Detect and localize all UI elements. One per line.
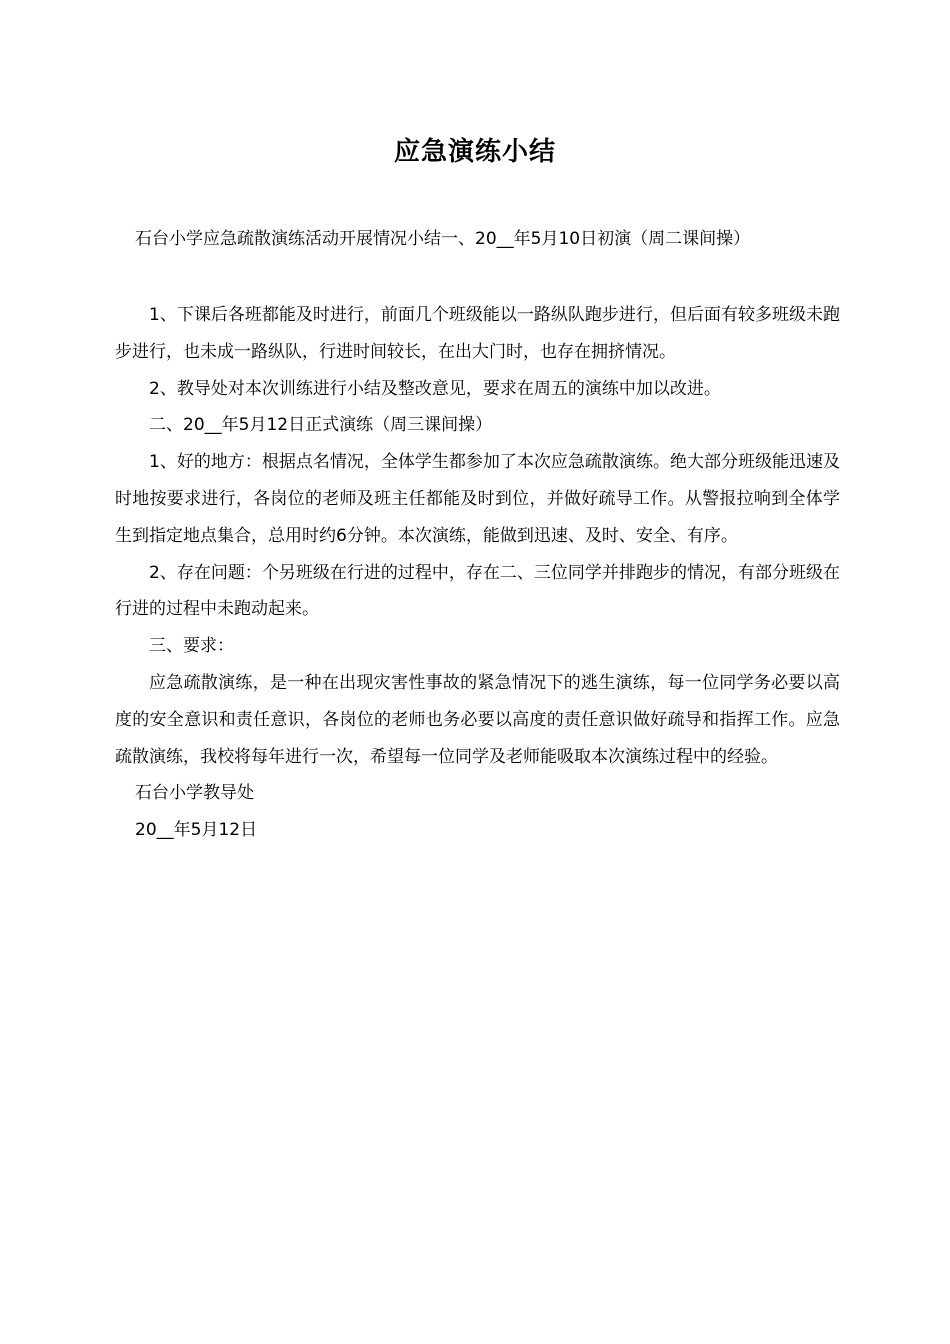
signature-org: 石台小学教导处 [135, 783, 254, 804]
paragraph-requirements: 应急疏散演练，是一种在出现灾害性事故的紧急情况下的逃生演练，每一位同学务必要以高度的安全意识和责任意识，各岗位的老师也务必要以高度的责任意识做好疏导和指挥工作。应急疏散演练，我校将每年进行一次，希望每一位同学及老师能吸取本次演练过程中的经验。 [115, 672, 840, 767]
document-title: 应急演练小结 [393, 137, 556, 167]
intro-line: 石台小学应急疏散演练活动开展情况小结一、20__年5月10日初演（周二课间操） [135, 229, 751, 249]
paragraph-strengths: 1、好的地方：根据点名情况，全体学生都参加了本次应急疏散演练。绝大部分班级能迅速及时地按要求进行，各岗位的老师及班主任都能及时到位，并做好疏导工作。从警报拉响到全体学生到指定地点集合，总用时约6分钟。本次演练，能做到迅速、及时、安全、有序。 [115, 452, 840, 546]
document-body [115, 297, 840, 849]
signature-date: 20__年5月12日 [135, 820, 258, 841]
section-heading-requirements: 三、要求： [149, 636, 234, 657]
paragraph-problems: 2、存在问题：个另班级在行进的过程中，存在二、三位同学并排跑步的情况，有部分班级在行进的过程中未跑动起来。 [115, 562, 840, 620]
paragraph-initial-drill-1: 1、下课后各班都能及时进行，前面几个班级能以一路纵队跑步进行，但后面有较多班级未跑步进行，也未成一路纵队，行进时间较长，在出大门时，也存在拥挤情况。 [115, 305, 840, 362]
paragraph-initial-drill-2: 2、教导处对本次训练进行小结及整改意见，要求在周五的演练中加以改进。 [149, 378, 721, 399]
section-heading-formal-drill: 二、20__年5月12日正式演练（周三课间操） [149, 415, 493, 436]
